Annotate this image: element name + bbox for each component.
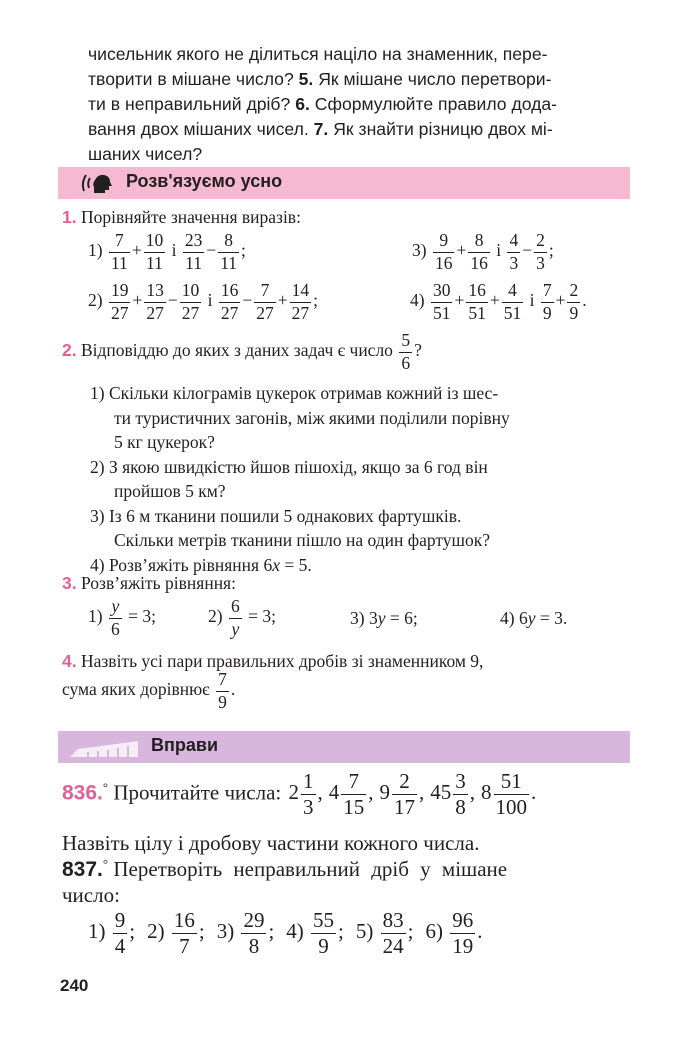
task-1-item-4: 4) $\frac{30}{51}$ + $\frac{16}{51}$ + $\frac{4}{51}$ і $\frac{7}{9}$ + $\frac{2}{9}$ . (410, 280, 587, 323)
exercise-836-line-2: Назвіть цілу і дробову частини кожного числа. (62, 831, 480, 855)
task-3-item-3: 3) 3y = 6; (350, 608, 418, 628)
fraction-item: 5) $\frac{83}{24}$ ; (355, 908, 414, 958)
mixed-number: 45 $\frac{3}{8}$ , (430, 769, 475, 819)
list-item: 2) З якою швидкістю йшов пішохід, якщо за 6 год він (90, 456, 488, 477)
task-3-item-2: 2) $\frac{6}{y}$ = 3; (208, 596, 276, 639)
task-4-line-2: сума яких дорівнює $\frac{7}{9}$ . (62, 669, 236, 712)
fraction-item: 2) $\frac{16}{7}$ ; (147, 908, 205, 958)
section-title-oral: Розв'язуємо усно (126, 171, 283, 191)
section-title-exercises: Вправи (151, 735, 219, 755)
task-1-item-1: 1) $\frac{7}{11}$ + $\frac{10}{11}$ і $\frac{23}{11}$ − $\frac{8}{11}$ ; (88, 230, 246, 273)
task-1-header: 1. Порівняйте значення виразів: (62, 207, 301, 227)
task-3-header: 3. Розв’яжіть рівняння: (62, 573, 236, 593)
mixed-number: 8 $\frac{51}{100}$ . (481, 769, 537, 819)
ruler-icon (68, 735, 140, 764)
section-header-exercises (58, 731, 630, 763)
mixed-number: 4 $\frac{7}{15}$ , (328, 769, 374, 819)
mixed-number: 2 $\frac{1}{3}$ , (288, 769, 323, 819)
task-1-item-3: 3) $\frac{9}{16}$ + $\frac{8}{16}$ і $\frac{4}{3}$ − $\frac{2}{3}$ ; (412, 230, 554, 273)
task-1-item-2: 2) $\frac{19}{27}$ + $\frac{13}{27}$ − $\frac{10}{27}$ і $\frac{16}{27}$ − $\frac{7}{27}$ + $\frac{14}{27}$ ; (88, 280, 318, 323)
question-7: 7. (313, 119, 329, 139)
speaking-head-icon (80, 171, 114, 200)
exercise-836: 836.° Прочитайте числа: 2 $\frac{1}{3}$ , 4 $\frac{7}{15}$ , 9 $\frac{2}{17}$ , 45 $\frac{3}{8}$ , 8 $\frac{51}{100}$ . (62, 769, 537, 819)
exercise-837-line-2: число: (62, 883, 120, 907)
list-item: 3) Із 6 м тканини пошили 5 однакових фартушків. (90, 505, 462, 526)
fraction-item: 1) $\frac{9}{4}$ ; (88, 908, 136, 958)
task-2-header: 2. Відповіддю до яких з даних задач є число $\frac{5}{6}$ ? (62, 330, 422, 373)
exercise-837-fractions (88, 910, 494, 957)
fraction-item: 6) $\frac{96}{19}$ . (425, 908, 483, 958)
question-6: 6. (295, 94, 310, 114)
mixed-number: 9 $\frac{2}{17}$ , (379, 769, 425, 819)
fraction-item: 4) $\frac{55}{9}$ ; (286, 908, 344, 958)
exercise-837: 837.° Перетворіть неправильний дріб у мішане (62, 856, 508, 881)
question-5: 5. (298, 69, 314, 89)
list-item: 1) Скільки кілограмів цукерок отримав кожний із шес- (90, 383, 499, 403)
intro-paragraph: чисельник якого не ділиться націло на знаменник, пере- творити в мішане число? 5. Як мішане число перетвори- ти в неправильний дріб? 6. Сформулюйте правило дода- вання двох мішаних чисел. 7. Як знайти різницю двох мі- шаних чисел? (88, 44, 558, 164)
task-4-header: 4. Назвіть усі пари правильних дробів зі знаменником 9, (62, 651, 484, 671)
section-header-oral (58, 167, 630, 199)
fraction-item: 3) $\frac{29}{8}$ ; (216, 908, 275, 958)
page-number: 240 (60, 976, 89, 995)
task-3-item-4: 4) 6y = 3. (500, 608, 568, 628)
task-2-list: 1) Скільки кілограмів цукерок отримав кожний із шес- ти туристичних загонів, між якими поділили порівну 5 кг цукерок? 2) З якою швидкістю йшов пішохід, якщо за 6 год він пройшов 5 км? 3) Із 6 м тканини пошили 5 однакових фартушків. Скільки метрів тканини пішло на один фартушок? 4) Розв’яжіть рівняння 6x = 5. (90, 381, 630, 577)
list-item: 4) Розв’яжіть рівняння 6x = 5. (90, 554, 312, 575)
task-3-item-1: 1) $\frac{y}{6}$ = 3; (88, 596, 156, 639)
